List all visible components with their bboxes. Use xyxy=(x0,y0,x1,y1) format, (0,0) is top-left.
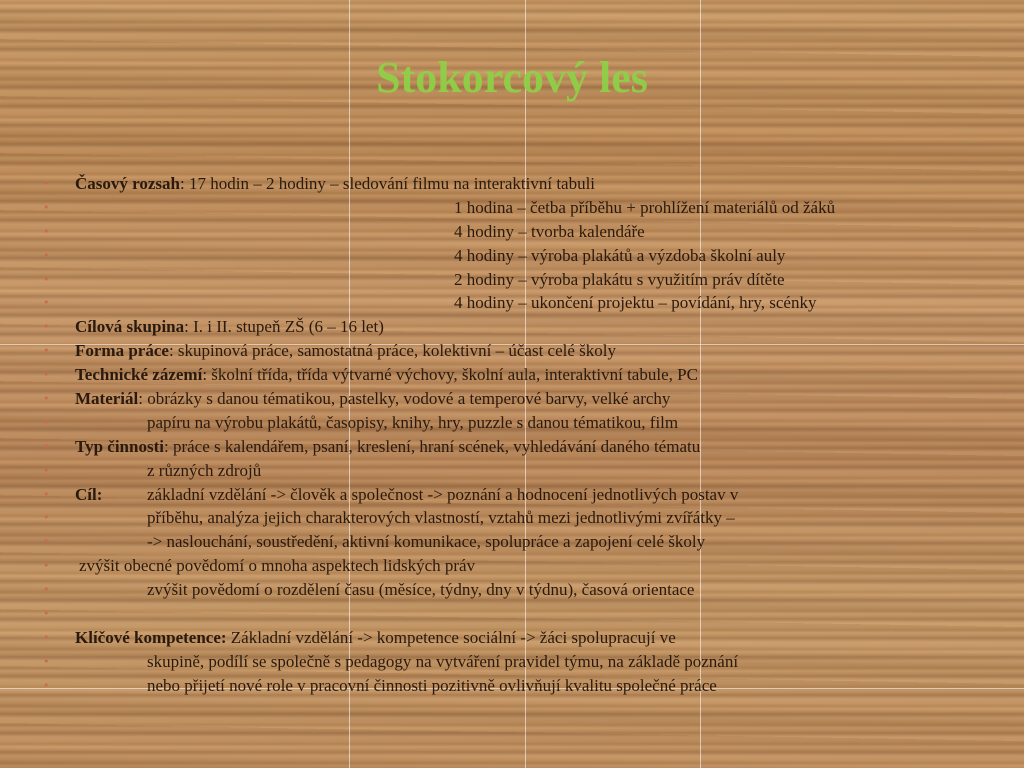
list-item-text: -> naslouchání, soustředění, aktivní komunikace, spolupráce a zapojení celé školy xyxy=(147,532,706,552)
list-item xyxy=(40,578,1000,602)
list-item-text: 4 hodiny – tvorba kalendáře xyxy=(454,221,645,241)
list-item-text: zvýšit obecné povědomí o mnoha aspektech lidských práv xyxy=(79,556,476,576)
bullet-icon: • xyxy=(43,535,50,549)
list-item-text: 4 hodiny – ukončení projektu – povídání, hry, scénky xyxy=(454,293,817,313)
list-item-text: Materiál: obrázky s danou tématikou, pastelky, vodové a temperové barvy, velké archy xyxy=(75,389,671,409)
list-item xyxy=(40,315,1000,339)
list-item xyxy=(40,506,1000,530)
bullet-icon: • xyxy=(43,463,50,477)
list-item-text: zvýšit povědomí o rozdělení času (měsíce, týdny, dny v týdnu), časová orientace xyxy=(147,580,695,600)
bullet-icon: • xyxy=(43,392,50,406)
bullet-icon: • xyxy=(43,487,50,501)
list-item xyxy=(40,196,1000,220)
list-item-text: 2 hodiny – výroba plakátu s využitím práv dítěte xyxy=(454,269,785,289)
list-item-label: Cíl: xyxy=(75,484,103,504)
list-item-text: Technické zázemí: školní třída, třída výtvarné výchovy, školní aula, interaktivní tabule, PC xyxy=(75,365,698,385)
bullet-icon: • xyxy=(43,368,50,382)
list-item-text: 1 hodina – četba příběhu + prohlížení materiálů od žáků xyxy=(454,197,836,217)
list-item xyxy=(40,626,1000,650)
list-item xyxy=(40,268,1000,292)
bullet-icon: • xyxy=(43,320,50,334)
list-item xyxy=(40,291,1000,315)
list-item xyxy=(40,459,1000,483)
bullet-icon: • xyxy=(43,248,50,262)
list-item xyxy=(40,220,1000,244)
bullet-icon: • xyxy=(43,296,50,310)
list-item xyxy=(40,435,1000,459)
list-item-text: Forma práce: skupinová práce, samostatná práce, kolektivní – účast celé školy xyxy=(75,341,616,361)
list-item xyxy=(40,339,1000,363)
list-item xyxy=(40,554,1000,578)
bullet-icon: • xyxy=(43,511,50,525)
bullet-icon: • xyxy=(43,654,50,668)
bullet-icon: • xyxy=(43,607,50,621)
list-item xyxy=(40,602,1000,626)
list-item-text: základní vzdělání -> člověk a společnost -> poznání a hodnocení jednotlivých postav v xyxy=(147,484,739,504)
list-item-text: Cílová skupina: I. i II. stupeň ZŠ (6 – 16 let) xyxy=(75,317,384,337)
list-item xyxy=(40,411,1000,435)
list-item xyxy=(40,363,1000,387)
bullet-list xyxy=(40,172,1000,698)
list-item-text: z různých zdrojů xyxy=(147,460,262,480)
list-item xyxy=(40,387,1000,411)
list-item-text: příběhu, analýza jejich charakterových vlastností, vztahů mezi jednotlivými zvířátky – xyxy=(147,508,735,528)
bullet-icon: • xyxy=(43,583,50,597)
bullet-icon: • xyxy=(43,415,50,429)
bullet-icon: • xyxy=(43,177,50,190)
list-item-text: nebo přijetí nové role v pracovní činnosti pozitivně ovlivňují kvalitu společné práce xyxy=(147,675,717,695)
list-item xyxy=(40,530,1000,554)
list-item xyxy=(40,674,1000,698)
slide-title: Stokorcový les xyxy=(376,53,648,102)
bullet-icon: • xyxy=(43,630,50,644)
list-item xyxy=(40,483,1000,507)
bullet-icon: • xyxy=(43,200,50,214)
list-item xyxy=(40,650,1000,674)
list-item xyxy=(40,172,1000,196)
bullet-icon: • xyxy=(43,678,50,692)
list-item-text: skupině, podílí se společně s pedagogy na vytváření pravidel týmu, na základě poznání xyxy=(147,651,739,671)
list-item-text: Klíčové kompetence: Základní vzdělání -> kompetence sociální -> žáci spolupracují ve xyxy=(75,627,676,647)
list-item-text: Časový rozsah: 17 hodin – 2 hodiny – sledování filmu na interaktivní tabuli xyxy=(75,174,596,193)
list-item-text: Typ činnosti: práce s kalendářem, psaní, kreslení, hraní scének, vyhledávání daného tématu xyxy=(75,436,701,456)
list-item-text: 4 hodiny – výroba plakátů a výzdoba školní auly xyxy=(454,245,786,265)
bullet-icon: • xyxy=(43,224,50,238)
list-item xyxy=(40,244,1000,268)
bullet-icon: • xyxy=(43,439,50,453)
bullet-icon: • xyxy=(43,344,50,358)
bullet-icon: • xyxy=(43,559,50,573)
list-item-text: papíru na výrobu plakátů, časopisy, knihy, hry, puzzle s danou tématikou, film xyxy=(147,412,679,432)
bullet-icon: • xyxy=(43,272,50,286)
